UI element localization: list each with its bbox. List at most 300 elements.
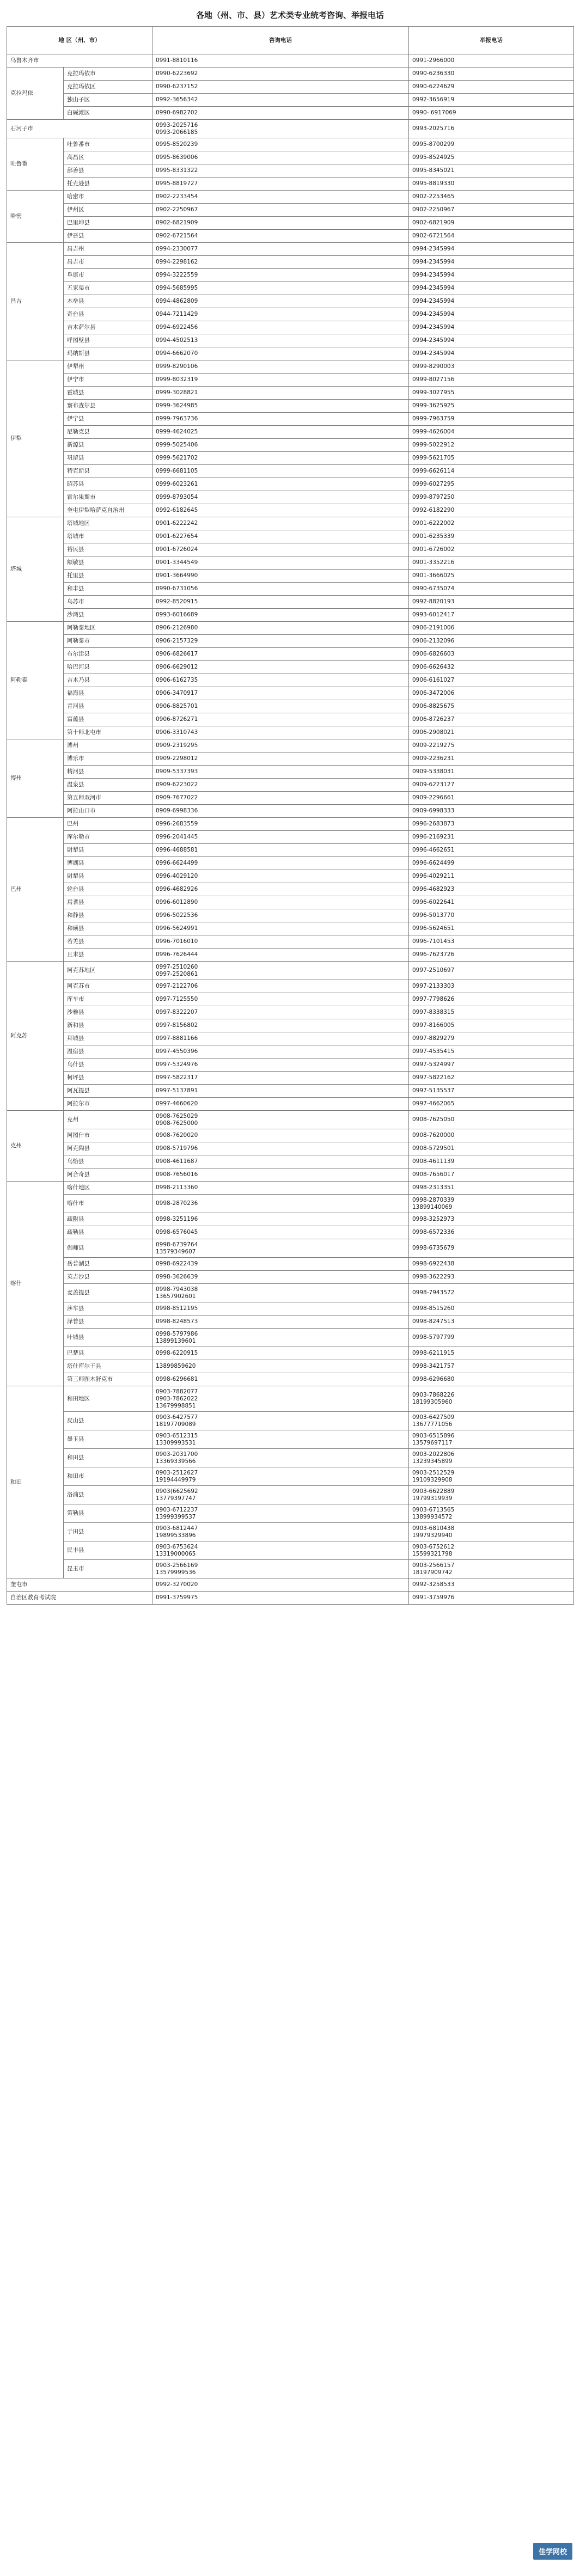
report-phone-cell: 0901-6726002 xyxy=(409,543,574,556)
report-phone-cell: 0906-6626432 xyxy=(409,661,574,674)
table-row xyxy=(7,1129,574,1142)
region-cell: 奎屯市 xyxy=(7,1578,152,1592)
county-cell: 奎屯伊犁哈萨克自治州 xyxy=(64,504,152,517)
consult-phone-cell: 0990-6982702 xyxy=(152,107,409,120)
county-cell: 托里县 xyxy=(64,570,152,583)
county-cell: 温宿县 xyxy=(64,1045,152,1058)
report-phone-cell: 0996-6624499 xyxy=(409,857,574,870)
county-cell: 柯坪县 xyxy=(64,1072,152,1085)
table-row xyxy=(7,1098,574,1111)
county-cell: 墨玉县 xyxy=(64,1430,152,1449)
county-cell: 喀什市 xyxy=(64,1195,152,1213)
county-cell: 和田市 xyxy=(64,1467,152,1486)
report-phone-cell: 0996-5624651 xyxy=(409,922,574,935)
consult-phone-cell: 0903-6427577 18197709089 xyxy=(152,1412,409,1430)
report-phone-cell: 0998-6296680 xyxy=(409,1373,574,1386)
table-row xyxy=(7,687,574,700)
consult-phone-cell: 0901-6227654 xyxy=(152,530,409,543)
table-row xyxy=(7,870,574,883)
consult-phone-cell: 0999-6681105 xyxy=(152,465,409,478)
region-cell: 克拉玛依 xyxy=(7,68,64,120)
county-cell: 温泉县 xyxy=(64,779,152,792)
consult-phone-cell: 0906-6629012 xyxy=(152,661,409,674)
region-cell: 石河子市 xyxy=(7,120,152,138)
table-row xyxy=(7,583,574,596)
report-phone-cell: 0998-6922438 xyxy=(409,1258,574,1271)
consult-phone-cell: 0906-6162735 xyxy=(152,674,409,687)
report-phone-cell: 0992-8820193 xyxy=(409,596,574,609)
county-cell: 阿瓦提县 xyxy=(64,1085,152,1098)
county-cell: 乌恰县 xyxy=(64,1155,152,1168)
county-cell: 博乐市 xyxy=(64,752,152,766)
table-row xyxy=(7,191,574,204)
table-row xyxy=(7,700,574,713)
report-phone-cell: 0994-2345994 xyxy=(409,256,574,269)
report-phone-cell: 0903-7868226 18199305960 xyxy=(409,1386,574,1412)
report-phone-cell: 0991-3759976 xyxy=(409,1592,574,1605)
report-phone-cell: 0996-7101453 xyxy=(409,935,574,949)
region-cell: 克州 xyxy=(7,1111,64,1182)
consult-phone-cell: 0996-2683559 xyxy=(152,818,409,831)
county-cell: 霍尔果斯市 xyxy=(64,491,152,504)
county-cell: 乌什县 xyxy=(64,1058,152,1072)
county-cell: 吉木乃县 xyxy=(64,674,152,687)
report-phone-cell: 0999-6626114 xyxy=(409,465,574,478)
county-cell: 巴里坤县 xyxy=(64,217,152,230)
consult-phone-cell: 0999-4624025 xyxy=(152,426,409,439)
consult-phone-cell: 0906-2126980 xyxy=(152,622,409,635)
consult-phone-cell: 0999-3624985 xyxy=(152,400,409,413)
report-phone-cell: 0997-4535415 xyxy=(409,1045,574,1058)
report-phone-cell: 0902-6821909 xyxy=(409,217,574,230)
county-cell: 呼图壁县 xyxy=(64,334,152,347)
table-row xyxy=(7,217,574,230)
table-row xyxy=(7,739,574,752)
table-row xyxy=(7,962,574,980)
table-row xyxy=(7,766,574,779)
county-cell: 塔什库尔干县 xyxy=(64,1360,152,1373)
table-row xyxy=(7,909,574,922)
county-cell: 高昌区 xyxy=(64,151,152,164)
table-row xyxy=(7,993,574,1006)
county-cell: 库车市 xyxy=(64,993,152,1006)
report-phone-cell: 0906-8825675 xyxy=(409,700,574,713)
report-phone-cell: 0999-5022912 xyxy=(409,439,574,452)
table-row xyxy=(7,1578,574,1592)
consult-phone-cell: 0992-3270020 xyxy=(152,1578,409,1592)
county-cell: 喀什地区 xyxy=(64,1182,152,1195)
table-row xyxy=(7,556,574,570)
consult-phone-cell: 13899859620 xyxy=(152,1360,409,1373)
report-phone-cell: 0994-2345994 xyxy=(409,334,574,347)
county-cell: 新源县 xyxy=(64,439,152,452)
county-cell: 麦盖提县 xyxy=(64,1284,152,1302)
table-row xyxy=(7,1486,574,1504)
report-phone-cell: 0909-6998333 xyxy=(409,805,574,818)
county-cell: 乌苏市 xyxy=(64,596,152,609)
county-cell: 布尔津县 xyxy=(64,648,152,661)
county-cell: 阿克苏市 xyxy=(64,980,152,993)
report-phone-cell: 0903-2022806 13239345899 xyxy=(409,1449,574,1467)
table-row xyxy=(7,68,574,81)
consult-phone-cell: 0997-7125550 xyxy=(152,993,409,1006)
report-phone-cell: 0996-7623726 xyxy=(409,949,574,962)
consult-phone-cell: 0996-2041445 xyxy=(152,831,409,844)
table-row xyxy=(7,1449,574,1467)
report-phone-cell: 0996-4662651 xyxy=(409,844,574,857)
report-phone-cell: 0906-2132096 xyxy=(409,635,574,648)
table-row xyxy=(7,1142,574,1155)
consult-phone-cell: 0997-8881166 xyxy=(152,1032,409,1045)
report-phone-cell: 0903-6713565 13899934572 xyxy=(409,1504,574,1523)
table-row xyxy=(7,387,574,400)
table-row xyxy=(7,1271,574,1284)
county-cell: 若羌县 xyxy=(64,935,152,949)
consult-phone-cell: 0994-3222559 xyxy=(152,269,409,282)
consult-phone-cell: 0906-2157329 xyxy=(152,635,409,648)
consult-phone-cell: 0997-4550396 xyxy=(152,1045,409,1058)
county-cell: 民丰县 xyxy=(64,1541,152,1560)
table-row xyxy=(7,883,574,896)
region-cell: 哈密 xyxy=(7,191,64,243)
table-row xyxy=(7,949,574,962)
report-phone-cell: 0994-2345994 xyxy=(409,308,574,321)
report-phone-cell: 0991-2966000 xyxy=(409,54,574,68)
table-row xyxy=(7,164,574,178)
region-cell: 塔城 xyxy=(7,517,64,622)
consult-phone-cell: 0999-8290106 xyxy=(152,360,409,374)
county-cell: 伊宁市 xyxy=(64,374,152,387)
county-cell: 巴楚县 xyxy=(64,1347,152,1360)
table-row xyxy=(7,726,574,739)
table-row xyxy=(7,1386,574,1412)
table-row xyxy=(7,1360,574,1373)
report-phone-cell: 0909-2296661 xyxy=(409,792,574,805)
county-cell: 新和县 xyxy=(64,1019,152,1032)
consult-phone-cell: 0906-3310743 xyxy=(152,726,409,739)
consult-phone-cell: 0903-2031700 13369339566 xyxy=(152,1449,409,1467)
consult-phone-cell: 0902-6721564 xyxy=(152,230,409,243)
consult-phone-cell: 0903-6812447 19899533896 xyxy=(152,1523,409,1541)
report-phone-cell: 0995-8819330 xyxy=(409,178,574,191)
report-phone-cell: 0901-6222002 xyxy=(409,517,574,530)
table-row xyxy=(7,400,574,413)
consult-phone-cell: 0998-8248573 xyxy=(152,1315,409,1329)
report-phone-cell: 0997-5135537 xyxy=(409,1085,574,1098)
report-phone-cell: 0997-8166005 xyxy=(409,1019,574,1032)
table-row xyxy=(7,1373,574,1386)
consult-phone-cell: 0903(6625692 13779397747 xyxy=(152,1486,409,1504)
consult-phone-cell: 0997-5822317 xyxy=(152,1072,409,1085)
consult-phone-cell: 0998-2870236 xyxy=(152,1195,409,1213)
table-row xyxy=(7,256,574,269)
consult-phone-cell: 0995-8639006 xyxy=(152,151,409,164)
table-row xyxy=(7,752,574,766)
county-cell: 洛浦县 xyxy=(64,1486,152,1504)
county-cell: 第三师图木舒克市 xyxy=(64,1373,152,1386)
consult-phone-cell: 0994-6922456 xyxy=(152,321,409,334)
table-row xyxy=(7,570,574,583)
consult-phone-cell: 0906-8726271 xyxy=(152,713,409,726)
report-phone-cell: 0996-6022641 xyxy=(409,896,574,909)
region-cell: 喀什 xyxy=(7,1182,64,1386)
report-phone-cell: 0908-7625050 xyxy=(409,1111,574,1129)
report-phone-cell: 0996-2169231 xyxy=(409,831,574,844)
consult-phone-cell: 0994-4862809 xyxy=(152,295,409,308)
county-cell: 和田县 xyxy=(64,1449,152,1467)
county-cell: 白碱滩区 xyxy=(64,107,152,120)
consult-phone-cell: 0908-5719796 xyxy=(152,1142,409,1155)
table-row xyxy=(7,1239,574,1258)
consult-phone-cell: 0909-5337393 xyxy=(152,766,409,779)
county-cell: 泽普县 xyxy=(64,1315,152,1329)
report-phone-cell: 0908-7656017 xyxy=(409,1168,574,1182)
report-phone-cell: 0906-2908021 xyxy=(409,726,574,739)
consult-phone-cell: 0997-2510260 0997-2520861 xyxy=(152,962,409,980)
table-row xyxy=(7,1467,574,1486)
report-phone-cell: 0998-6572336 xyxy=(409,1226,574,1239)
table-row xyxy=(7,543,574,556)
county-cell: 昌吉市 xyxy=(64,256,152,269)
consult-phone-cell: 0994-2298162 xyxy=(152,256,409,269)
table-row xyxy=(7,530,574,543)
report-phone-cell: 0992-3258533 xyxy=(409,1578,574,1592)
county-cell: 叶城县 xyxy=(64,1329,152,1347)
consult-phone-cell: 0909-2298012 xyxy=(152,752,409,766)
consult-phone-cell: 0992-8520915 xyxy=(152,596,409,609)
report-phone-cell: 0903-2512529 19109329908 xyxy=(409,1467,574,1486)
consult-phone-cell: 0903-2512627 19194449979 xyxy=(152,1467,409,1486)
table-body xyxy=(7,54,574,1605)
region-cell: 乌鲁木齐市 xyxy=(7,54,152,68)
header-area: 地 区（州、市） xyxy=(7,27,152,54)
county-cell: 克拉玛依市 xyxy=(64,68,152,81)
table-row xyxy=(7,360,574,374)
report-phone-cell: 0996-2683873 xyxy=(409,818,574,831)
consult-phone-cell: 0999-6023261 xyxy=(152,478,409,491)
table-row xyxy=(7,622,574,635)
report-phone-cell: 0908-4611139 xyxy=(409,1155,574,1168)
table-row xyxy=(7,308,574,321)
table-row xyxy=(7,151,574,164)
county-cell: 吐鲁番市 xyxy=(64,138,152,151)
table-row xyxy=(7,609,574,622)
report-phone-cell: 0908-7620000 xyxy=(409,1129,574,1142)
consult-phone-cell: 0996-5624991 xyxy=(152,922,409,935)
table-row xyxy=(7,1504,574,1523)
report-phone-cell: 0903-6752612 15599321798 xyxy=(409,1541,574,1560)
table-row xyxy=(7,54,574,68)
consult-phone-cell: 0991-3759975 xyxy=(152,1592,409,1605)
table-row xyxy=(7,230,574,243)
report-phone-cell: 0903-6622889 19799319939 xyxy=(409,1486,574,1504)
report-phone-cell: 0909-6223127 xyxy=(409,779,574,792)
table-row xyxy=(7,81,574,94)
table-row xyxy=(7,1195,574,1213)
consult-phone-cell: 0901-3664990 xyxy=(152,570,409,583)
table-row xyxy=(7,452,574,465)
table-row xyxy=(7,857,574,870)
report-phone-cell: 0997-4662065 xyxy=(409,1098,574,1111)
county-cell: 阿克苏地区 xyxy=(64,962,152,980)
region-cell: 阿勒泰 xyxy=(7,622,64,739)
table-row xyxy=(7,426,574,439)
report-phone-cell: 0997-5324997 xyxy=(409,1058,574,1072)
report-phone-cell: 0999-5621705 xyxy=(409,452,574,465)
page-title: 各地（州、市、县）艺术类专业统考咨询、举报电话 xyxy=(196,10,384,20)
table-row xyxy=(7,792,574,805)
report-phone-cell: 0906-6826603 xyxy=(409,648,574,661)
table-row xyxy=(7,648,574,661)
consult-phone-cell: 0998-6576045 xyxy=(152,1226,409,1239)
report-phone-cell: 0998-2313351 xyxy=(409,1182,574,1195)
table-row xyxy=(7,1006,574,1019)
report-phone-cell: 0998-8515260 xyxy=(409,1302,574,1315)
report-phone-cell: 0908-5729501 xyxy=(409,1142,574,1155)
consult-phone-cell: 0999-8032319 xyxy=(152,374,409,387)
consult-phone-cell: 0994-5685995 xyxy=(152,282,409,295)
table-row xyxy=(7,1058,574,1072)
report-phone-cell: 0990-6236330 xyxy=(409,68,574,81)
consult-phone-cell: 0994-2330077 xyxy=(152,243,409,256)
county-cell: 鄯善县 xyxy=(64,164,152,178)
county-cell: 塔城市 xyxy=(64,530,152,543)
report-phone-cell: 0990- 6917069 xyxy=(409,107,574,120)
report-phone-cell: 0903-6810438 19979329940 xyxy=(409,1523,574,1541)
report-phone-cell: 0994-2345994 xyxy=(409,269,574,282)
table-row xyxy=(7,107,574,120)
report-phone-cell: 0994-2345994 xyxy=(409,347,574,360)
county-cell: 阿图什市 xyxy=(64,1129,152,1142)
table-row xyxy=(7,439,574,452)
table-row xyxy=(7,935,574,949)
table-row xyxy=(7,269,574,282)
county-cell: 沙湾县 xyxy=(64,609,152,622)
report-phone-cell: 0994-2345994 xyxy=(409,295,574,308)
county-cell: 裕民县 xyxy=(64,543,152,556)
consult-phone-cell: 0999-5025406 xyxy=(152,439,409,452)
consult-phone-cell: 0996-5022536 xyxy=(152,909,409,922)
report-phone-cell: 0998-6211915 xyxy=(409,1347,574,1360)
table-row xyxy=(7,818,574,831)
table-row xyxy=(7,491,574,504)
consult-phone-cell: 0993-6016689 xyxy=(152,609,409,622)
consult-phone-cell: 0909-2319295 xyxy=(152,739,409,752)
table-row xyxy=(7,779,574,792)
consult-phone-cell: 0992-3656342 xyxy=(152,94,409,107)
table-row xyxy=(7,922,574,935)
report-phone-cell: 0997-5822162 xyxy=(409,1072,574,1085)
table-row xyxy=(7,1315,574,1329)
county-cell: 英吉沙县 xyxy=(64,1271,152,1284)
table-row xyxy=(7,980,574,993)
consult-phone-cell: 0994-6662070 xyxy=(152,347,409,360)
table-row xyxy=(7,1347,574,1360)
county-cell: 且末县 xyxy=(64,949,152,962)
county-cell: 克州 xyxy=(64,1111,152,1129)
table-row xyxy=(7,1182,574,1195)
county-cell: 轮台县 xyxy=(64,883,152,896)
report-phone-cell: 0999-7963759 xyxy=(409,413,574,426)
county-cell: 昆玉市 xyxy=(64,1560,152,1578)
report-phone-cell: 0997-2133303 xyxy=(409,980,574,993)
table-row xyxy=(7,282,574,295)
table-row xyxy=(7,465,574,478)
table-row xyxy=(7,1541,574,1560)
consult-phone-cell: 0997-8156802 xyxy=(152,1019,409,1032)
report-phone-cell: 0998-6735679 xyxy=(409,1239,574,1258)
county-cell: 托克逊县 xyxy=(64,178,152,191)
consult-phone-cell: 0999-7963736 xyxy=(152,413,409,426)
report-phone-cell: 0996-5013770 xyxy=(409,909,574,922)
table-row xyxy=(7,1523,574,1541)
county-cell: 伊宁县 xyxy=(64,413,152,426)
consult-phone-cell: 0998-7943038 13657902601 xyxy=(152,1284,409,1302)
report-phone-cell: 0990-6224629 xyxy=(409,81,574,94)
table-row xyxy=(7,1168,574,1182)
region-cell: 昌吉 xyxy=(7,243,64,360)
consult-phone-cell: 0902-2250967 xyxy=(152,204,409,217)
consult-phone-cell: 0901-6726024 xyxy=(152,543,409,556)
county-cell: 额敏县 xyxy=(64,556,152,570)
consult-phone-cell: 0996-4688581 xyxy=(152,844,409,857)
table-row xyxy=(7,1155,574,1168)
table-row xyxy=(7,120,574,138)
report-phone-cell: 0999-6027295 xyxy=(409,478,574,491)
county-cell: 察布查尔县 xyxy=(64,400,152,413)
report-phone-cell: 0999-3625925 xyxy=(409,400,574,413)
watermark-logo: 佳学网校 xyxy=(533,2543,572,2560)
report-phone-cell: 0999-8027156 xyxy=(409,374,574,387)
report-phone-cell: 0909-2236231 xyxy=(409,752,574,766)
table-row xyxy=(7,1284,574,1302)
report-phone-cell: 0999-8290003 xyxy=(409,360,574,374)
consult-phone-cell: 0999-3028821 xyxy=(152,387,409,400)
county-cell: 第五师双河市 xyxy=(64,792,152,805)
table-row xyxy=(7,674,574,687)
county-cell: 伊吾县 xyxy=(64,230,152,243)
report-phone-cell: 0996-4682923 xyxy=(409,883,574,896)
table-row xyxy=(7,1111,574,1129)
consult-phone-cell: 0909-6998336 xyxy=(152,805,409,818)
county-cell: 阿拉尔市 xyxy=(64,1098,152,1111)
consult-phone-cell: 0993-2025716 0993-2066185 xyxy=(152,120,409,138)
table-row xyxy=(7,844,574,857)
county-cell: 和静县 xyxy=(64,909,152,922)
county-cell: 木垒县 xyxy=(64,295,152,308)
table-row xyxy=(7,1412,574,1430)
report-phone-cell: 0906-3472006 xyxy=(409,687,574,700)
table-row xyxy=(7,517,574,530)
report-phone-cell: 0994-2345994 xyxy=(409,282,574,295)
county-cell: 特克斯县 xyxy=(64,465,152,478)
table-row xyxy=(7,204,574,217)
report-phone-cell: 0998-3252973 xyxy=(409,1213,574,1226)
region-cell: 伊犁 xyxy=(7,360,64,517)
county-cell: 尉犁县 xyxy=(64,844,152,857)
report-phone-cell: 0992-6182290 xyxy=(409,504,574,517)
consult-phone-cell: 0903-6753624 13319000065 xyxy=(152,1541,409,1560)
county-cell: 阿勒泰地区 xyxy=(64,622,152,635)
table-row xyxy=(7,347,574,360)
report-phone-cell: 0901-3666025 xyxy=(409,570,574,583)
consult-phone-cell: 0996-7016010 xyxy=(152,935,409,949)
consult-phone-cell: 0908-7656016 xyxy=(152,1168,409,1182)
county-cell: 五家渠市 xyxy=(64,282,152,295)
county-cell: 库尔勒市 xyxy=(64,831,152,844)
table-row xyxy=(7,896,574,909)
county-cell: 拜城县 xyxy=(64,1032,152,1045)
